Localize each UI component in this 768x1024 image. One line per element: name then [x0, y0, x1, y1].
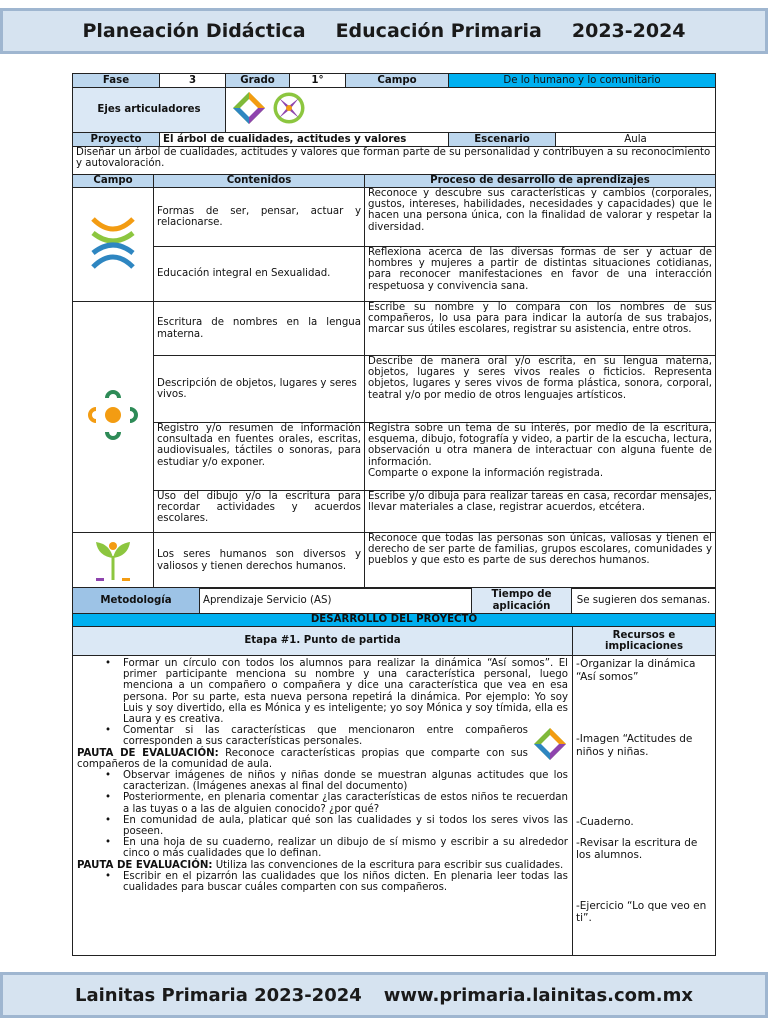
metodologia-value: Aprendizaje Servicio (AS)	[200, 588, 472, 614]
table-row	[73, 491, 716, 533]
contenido-cell: Registro y/o resumen de información consultada en fuentes orales, escritas, audiovisuales, táctiles o sonoras, para estudiar y/o exponer.	[154, 423, 365, 491]
tiempo-label: Tiempo de aplicación	[472, 588, 572, 614]
metodologia-label: Metodología	[73, 588, 200, 614]
desarrollo-table	[72, 613, 716, 956]
diamond-icon	[534, 728, 566, 760]
grado-value: 1°	[290, 74, 346, 88]
campo-icon-cell-2	[73, 302, 154, 533]
proceso-text-2: Comparte o expone la información registrada.	[368, 467, 604, 479]
col-contenidos: Contenidos	[154, 175, 365, 188]
list-item: • Comentar si las características que mencionaron entre compañeros corresponden a sus características personales.	[77, 725, 568, 747]
recurso-item: -Organizar la dinámica “Así somos”	[576, 658, 696, 683]
proceso-cell: Reconoce que todas las personas son únicas, valiosas y tienen el derecho de ser parte de familias, grupos escolares, comunidades y pueblos y que esto es parte de sus derechos humanos.	[365, 533, 716, 589]
pauta-label: PAUTA DE EVALUACIÓN:	[77, 859, 213, 871]
pauta-label: PAUTA DE EVALUACIÓN:	[77, 747, 219, 759]
contenido-cell: Los seres humanos son diversos y valiosos y tienen derechos humanos.	[154, 533, 365, 589]
project-description: Diseñar un árbol de cualidades, actitudes y valores que forman parte de su personalidad y contribuyen a su reconocimiento y autovaloración.	[73, 147, 716, 175]
ejes-icons-svg	[229, 88, 309, 128]
contenido-cell: Educación integral en Sexualidad.	[154, 247, 365, 302]
campo-icon-cell-3	[73, 533, 154, 589]
proceso-cell: Reflexiona acerca de las diversas formas de ser y actuar de hombres y mujeres a partir de distintas situaciones cotidianas, para reconocer manifestaciones en favor de una interacción respetuosa y convivencia sana.	[365, 247, 716, 302]
campo-label: Campo	[346, 74, 449, 88]
escenario-label: Escenario	[449, 133, 556, 147]
fase-value: 3	[160, 74, 226, 88]
list-item: • Formar un círculo con todos los alumnos para realizar la dinámica “Así somos”. El primer participante menciona su nombre y una característica personal, luego menciona a un compañero o compañera y dice una característica que vea en esa persona. Por su parte, esta nueva persona repetirá la dinámica. Por ejemplo: Yo soy Luis y soy divertido, ella es Mónica y es inteligente; yo soy Mónica y soy tímida, ella es Laura y es creativa.	[77, 658, 568, 725]
recursos-label: Recursos e implicaciones	[573, 627, 716, 656]
recurso-item: -Cuaderno.	[576, 816, 634, 828]
grado-label: Grado	[226, 74, 290, 88]
proyecto-label: Proyecto	[73, 133, 160, 147]
human-figures-icon	[87, 215, 139, 271]
header-level: Educación Primaria	[335, 20, 542, 42]
escenario-value: Aula	[556, 133, 716, 147]
contenido-cell: Formas de ser, pensar, actuar y relacionarse.	[154, 188, 365, 247]
cross-circle-icon	[274, 93, 305, 124]
ejes-label: Ejes articuladores	[73, 88, 226, 133]
table-row	[73, 423, 716, 491]
tiempo-value: Se sugieren dos semanas.	[572, 588, 716, 614]
diamond-icon	[233, 92, 265, 124]
table-row	[73, 302, 716, 356]
contents-table	[72, 174, 716, 589]
proceso-cell: Reconoce y descubre sus características y cambios (corporales, gustos, intereses, habilidades, necesidades y capacidades) que le hacen una persona única, con la finalidad de valorar y respetar la diversidad.	[365, 188, 716, 247]
contenido-cell: Descripción de objetos, lugares y seres vivos.	[154, 356, 365, 423]
pauta-evaluacion-2	[77, 860, 568, 871]
footer-url[interactable]: www.primaria.lainitas.com.mx	[383, 984, 693, 1006]
activities-list-1	[77, 658, 568, 748]
info-table	[72, 73, 716, 175]
proceso-cell: Escribe y/o dibuja para realizar tareas en casa, recordar mensajes, llevar materiales a clase, registrar acuerdos, etcétera.	[365, 491, 716, 533]
list-item: • En comunidad de aula, platicar qué son las cualidades y si todos los seres vivos las poseen.	[77, 815, 568, 837]
proceso-cell	[365, 423, 716, 491]
proceso-cell: Describe de manera oral y/o escrita, en su lengua materna, objetos, lugares y seres vivos reales o ficticios. Representa objetos, lugares y seres vivos de forma plástica, sonora, corporal, teatral y/o por medio de otros lenguajes artísticos.	[365, 356, 716, 423]
pauta-evaluacion-1	[77, 748, 568, 770]
pauta-text: Utiliza las convenciones de la escritura para escribir sus cualidades.	[212, 859, 564, 871]
list-item: • Escribir en el pizarrón las cualidades que los niños dicten. En plenaria leer todas las cualidades para buscar cuáles comparten con sus compañeros.	[77, 871, 568, 893]
campo-icon-cell-1	[73, 188, 154, 302]
header-banner	[0, 8, 768, 54]
recurso-item: -Revisar la escritura de los alumnos.	[576, 836, 698, 861]
ejes-icons	[226, 88, 716, 133]
activities-list-3	[77, 871, 568, 893]
campo-value: De lo humano y lo comunitario	[449, 74, 716, 88]
recurso-item: -Imagen “Actitudes de niños y niñas.	[576, 733, 693, 758]
language-icon	[87, 390, 139, 440]
proceso-cell: Escribe su nombre y lo compara con los nombres de sus compañeros, lo usa para para indicar la autoría de sus trabajos, marcar sus útiles escolares, registrar su asistencia, entre otros.	[365, 302, 716, 356]
footer-banner	[0, 972, 768, 1018]
table-row	[73, 247, 716, 302]
footer-left: Lainitas Primaria 2023-2024	[75, 984, 362, 1006]
list-item: • En una hoja de su cuaderno, realizar un dibujo de sí mismo y escribir a su alrededor cinco o más cualidades que lo definan.	[77, 837, 568, 859]
header-year: 2023-2024	[571, 20, 686, 42]
activities-cell	[73, 656, 573, 956]
contenido-cell: Escritura de nombres en la lengua materna.	[154, 302, 365, 356]
col-proceso: Proceso de desarrollo de aprendizajes	[365, 175, 716, 188]
desarrollo-title: DESARROLLO DEL PROYECTO	[73, 614, 716, 627]
table-row	[73, 356, 716, 423]
pauta-text: Reconoce características propias que comparte con sus compañeros de la comunidad de aula.	[77, 747, 528, 770]
table-row	[73, 188, 716, 247]
metodologia-table	[72, 587, 716, 614]
header-title: Planeación Didáctica	[82, 20, 306, 42]
list-item: • Observar imágenes de niños y niñas donde se muestran algunas actitudes que los caracterizan. (Imágenes anexas al final del documento)	[77, 770, 568, 792]
list-item: • Posteriormente, en plenaria comentar ¿las características de estos niños te recuerdan a las tuyas o a las de alguien conocido? ¿por qué?	[77, 792, 568, 814]
recurso-item: -Ejercicio “Lo que veo en ti”.	[576, 899, 707, 924]
proyecto-value: El árbol de cualidades, actitudes y valores	[160, 133, 449, 147]
fase-label: Fase	[73, 74, 160, 88]
activities-list-2	[77, 770, 568, 860]
plant-icon	[90, 534, 136, 584]
proceso-text: Registra sobre un tema de su interés, por medio de la escritura, esquema, dibujo, fotografía y video, a partir de la escucha, lectura, observación u otra manera de interactuar con alguna fuente de información.	[368, 423, 712, 468]
table-row	[73, 533, 716, 589]
col-campo: Campo	[73, 175, 154, 188]
recursos-cell	[573, 656, 716, 956]
contenido-cell: Uso del dibujo y/o la escritura para recordar actividades y acuerdos escolares.	[154, 491, 365, 533]
etapa-title: Etapa #1. Punto de partida	[73, 627, 573, 656]
